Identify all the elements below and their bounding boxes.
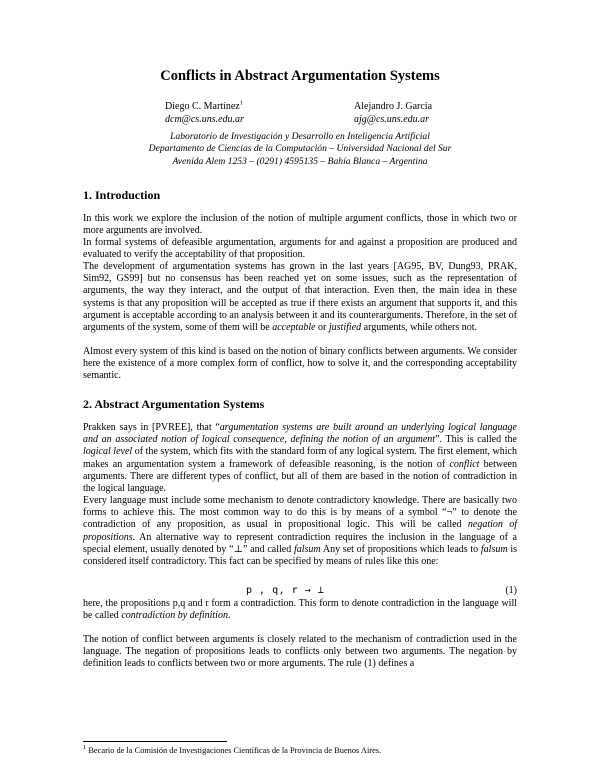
formula-number: (1) [505,585,517,596]
paper-title: Conflicts in Abstract Argumentation Systems [160,68,440,84]
section-heading-abstract-argumentation: 2. Abstract Argumentation Systems [83,397,265,411]
term-falsum: falsum [480,543,508,555]
paragraph [83,422,517,495]
term-acceptable: acceptable [272,322,316,334]
term-conflict: conflict [449,458,480,470]
author-1-email: dcm@cs.uns.edu.ar [165,113,244,125]
term-negation-of-propositions: negation of propositions [83,519,517,543]
footnote-divider [83,741,227,742]
affiliation [0,131,600,168]
text-run: of the system, which fits with the standard form of any logical system. The first element, which makes an argumentation system a framework of defeasible reasoning, is the notion of [83,446,517,470]
paragraph [83,261,517,334]
text-run: or [315,322,329,334]
term-logical-level: logical level [83,446,133,458]
text-run: ”. This is called the [435,434,517,446]
author-2-email: ajg@cs.uns.edu.ar [354,113,430,125]
term-falsum: falsum [293,543,321,555]
affiliation-line: Departamento de Ciencias de la Computación – Universidad Nacional del Sur [148,143,452,155]
affiliation-line: Avenida Alem 1253 – (0291) 4595135 – Bahía Blanca – Argentina [172,155,428,167]
paragraph: The notion of conflict between arguments is closely related to the mechanism of contradiction used in the language. The negation of propositions leads to conflicts only between two arguments. The negation by definition leads to conflicts between two or more arguments. The rule (1) defines a [83,634,517,670]
formula-expression: p , q, r → ⊥ [246,585,325,596]
paragraph [83,495,517,568]
author-1-footnote-mark: 1 [239,99,243,107]
author-1-name: Diego C. Martínez [165,101,240,112]
quotation: argumentation systems are built around an underlying logical language and an associated notion of logical consequence, defining the notion of an argument [83,422,517,446]
section-heading-introduction: 1. Introduction [83,188,161,202]
author-2-name: Alejandro J. García [354,101,433,112]
text-run: here, the propositions p,q and r form a contradiction. This form to denote contradiction in the language will be called [83,598,517,622]
footnote-mark: 1 [83,744,87,752]
text-run: . [227,610,231,622]
footnote-text: Becario de la Comisión de Investigaciones Científicas de la Provincia de Buenos Aires. [86,746,382,755]
paragraph: In formal systems of defeasible argumentation, arguments for and against a proposition are produced and evaluated to verify the acceptability of that proposition. [83,237,517,261]
text-run: Any set of propositions which leads to [320,543,481,555]
author-1 [165,101,244,126]
text-run: Every language must include some mechanism to denote contradictory knowledge. There are basically two forms to achieve this. The most common way to do this is by means of a symbol “¬” to denote the contradiction of any proposition, as usual in propositional logic. This will be called [83,495,517,531]
text-run: . An alternative way to represent contradiction requires the inclusion in the language of a special element, usually denoted by “⊥” and called [83,531,517,555]
term-justified: justified [328,322,362,334]
text-run: Prakken says in [PVREE], that “ [83,422,220,433]
paragraph: In this work we explore the inclusion of the notion of multiple argument conflicts, those in which two or more arguments are involved. [83,213,517,237]
text-run: arguments, while others not. [361,322,478,334]
text-run: between arguments. There are different types of conflict, but all of them are based in the notion of contradiction in the logical language. [83,458,517,495]
paragraph [83,598,517,622]
author-2 [354,101,432,126]
paragraph-text: The development of argumentation systems has grown in the last years [AG95, BV, Dung93, PRAK, Sim92, GS99] but no consensus has been reached yet on some issues, such as the representation of arguments, the way they interact, and the output of that interaction. Even then, the main idea in these systems is that any proposition will be accepted as true if there exists an argument that supports it, and this argument is acceptable according to an analysis between it and its counterarguments. Therefore, in the set of arguments of the system, some of them will be [83,261,517,334]
footnote [83,746,381,755]
paragraph: Almost every system of this kind is based on the notion of binary conflicts between arguments. We consider here the existence of a more complex form of conflict, how to solve it, and the corresponding acceptability semantic. [83,346,517,382]
term-contradiction-by-definition: contradiction by definition [121,610,228,622]
text-run: is considered itself contradictory. This fact can be specified by means of rules like this one: [83,543,517,568]
affiliation-line: Laboratorio de Investigación y Desarrollo en Inteligencia Artificial [170,131,430,142]
